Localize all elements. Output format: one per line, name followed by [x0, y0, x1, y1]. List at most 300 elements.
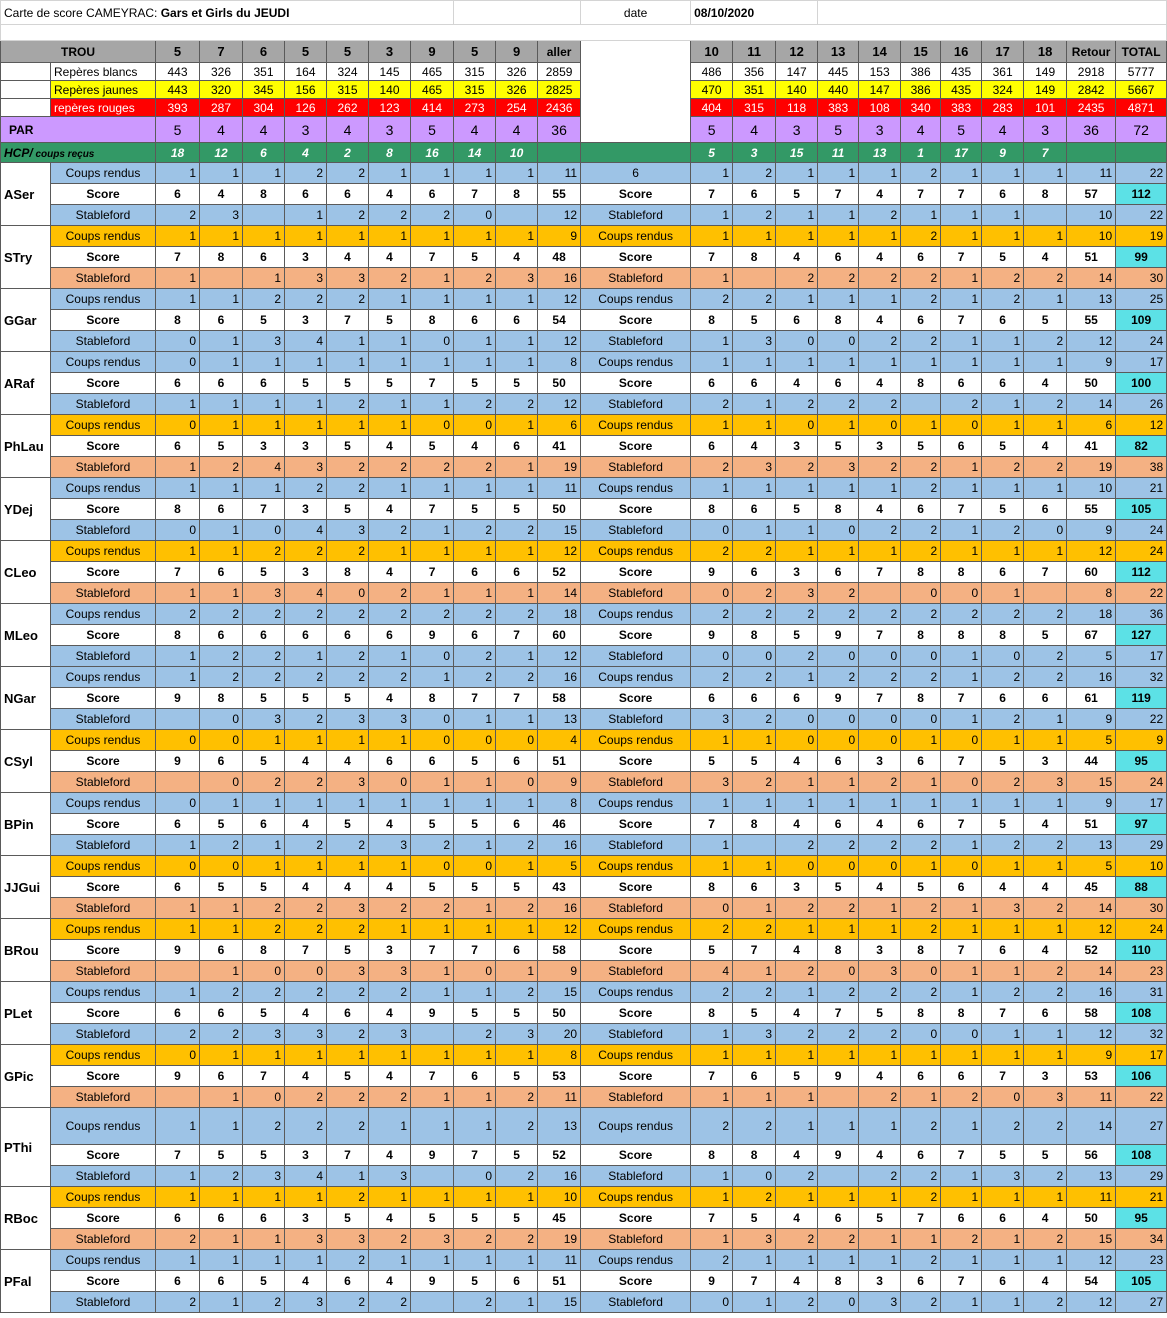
stableford-value[interactable]: 2	[776, 835, 818, 856]
coups-value[interactable]: 1	[200, 919, 243, 940]
stableford-value[interactable]: 3	[369, 835, 411, 856]
score-value[interactable]: 4	[369, 436, 411, 457]
coups-value[interactable]: 1	[982, 793, 1024, 814]
hcp-value[interactable]: 12	[200, 143, 243, 163]
score-value[interactable]: 5	[327, 436, 369, 457]
score-value[interactable]: 6	[243, 625, 285, 646]
tee-label[interactable]: Repères jaunes	[51, 81, 156, 99]
stableford-value[interactable]: 1	[200, 583, 243, 604]
tee-distance[interactable]: 283	[982, 99, 1024, 117]
stableford-total[interactable]: 29	[1116, 1166, 1167, 1187]
stableford-value[interactable]: 0	[941, 583, 982, 604]
coups-value[interactable]: 2	[369, 667, 411, 688]
stableford-value[interactable]: 1	[411, 394, 454, 415]
score-value[interactable]: 5	[243, 562, 285, 583]
stableford-value[interactable]: 4	[285, 520, 327, 541]
score-value[interactable]: 7	[818, 1003, 859, 1024]
hcp-value[interactable]: 11	[818, 143, 859, 163]
coups-value[interactable]: 1	[776, 226, 818, 247]
par-value[interactable]: 5	[156, 117, 200, 143]
coups-value[interactable]: 1	[369, 1187, 411, 1208]
coups-value[interactable]: 1	[859, 226, 901, 247]
stableford-value[interactable]: 2	[285, 709, 327, 730]
row-label-score[interactable]: Score	[581, 499, 691, 520]
stableford-total[interactable]: 22	[1116, 205, 1167, 226]
row-label-score[interactable]: Score	[51, 184, 156, 205]
score-value[interactable]: 7	[941, 247, 982, 268]
coups-value[interactable]: 1	[285, 1045, 327, 1066]
coups-aller[interactable]: 15	[538, 982, 581, 1003]
coups-value[interactable]: 2	[901, 919, 941, 940]
stableford-value[interactable]: 3	[859, 1292, 901, 1313]
stableford-value[interactable]: 4	[285, 583, 327, 604]
stableford-value[interactable]: 2	[1024, 898, 1067, 919]
score-value[interactable]: 5	[200, 814, 243, 835]
coups-value[interactable]: 1	[859, 163, 901, 184]
score-value[interactable]: 7	[941, 184, 982, 205]
coups-value[interactable]: 2	[327, 289, 369, 310]
row-label-score[interactable]: Score	[581, 1066, 691, 1087]
row-label-stableford[interactable]: Stableford	[581, 709, 691, 730]
coups-total[interactable]: 25	[1116, 289, 1167, 310]
coups-value[interactable]: 1	[1024, 856, 1067, 877]
score-value[interactable]: 5	[982, 436, 1024, 457]
coups-value[interactable]: 1	[1024, 919, 1067, 940]
coups-value[interactable]: 1	[818, 1108, 859, 1145]
score-value[interactable]: 5	[327, 373, 369, 394]
coups-value[interactable]: 1	[156, 226, 200, 247]
coups-value[interactable]: 2	[243, 541, 285, 562]
row-label-stableford[interactable]: Stableford	[51, 709, 156, 730]
score-value[interactable]: 5	[327, 688, 369, 709]
stableford-value[interactable]: 2	[454, 1229, 496, 1250]
score-value[interactable]: 8	[327, 562, 369, 583]
coups-value[interactable]: 1	[369, 478, 411, 499]
coups-value[interactable]: 1	[200, 541, 243, 562]
coups-value[interactable]: 2	[327, 541, 369, 562]
stableford-value[interactable]: 0	[818, 646, 859, 667]
coups-value[interactable]: 0	[859, 415, 901, 436]
tee-distance[interactable]: 320	[200, 81, 243, 99]
coups-value[interactable]: 2	[901, 478, 941, 499]
score-total[interactable]: 105	[1116, 1271, 1167, 1292]
score-value[interactable]: 6	[901, 814, 941, 835]
score-retour[interactable]: 50	[1067, 1208, 1116, 1229]
coups-value[interactable]: 1	[776, 1250, 818, 1271]
score-value[interactable]: 4	[285, 814, 327, 835]
stableford-value[interactable]: 1	[901, 1229, 941, 1250]
score-value[interactable]: 5	[369, 373, 411, 394]
coups-value[interactable]: 1	[411, 1250, 454, 1271]
coups-value[interactable]: 1	[369, 163, 411, 184]
stableford-aller[interactable]: 16	[538, 835, 581, 856]
coups-value[interactable]: 1	[691, 478, 733, 499]
score-value[interactable]: 7	[411, 247, 454, 268]
coups-value[interactable]: 1	[156, 1108, 200, 1145]
stableford-value[interactable]: 2	[200, 1024, 243, 1045]
stableford-value[interactable]: 3	[285, 1292, 327, 1313]
stableford-value[interactable]: 0	[243, 1087, 285, 1108]
coups-total[interactable]: 12	[1116, 415, 1167, 436]
par-value[interactable]: 4	[327, 117, 369, 143]
tee-distance[interactable]: 356	[733, 63, 776, 81]
stableford-value[interactable]: 2	[327, 1292, 369, 1313]
score-value[interactable]: 9	[411, 625, 454, 646]
coups-value[interactable]: 2	[691, 1108, 733, 1145]
coups-value[interactable]: 1	[859, 352, 901, 373]
row-label-score[interactable]: Score	[581, 877, 691, 898]
score-value[interactable]: 6	[156, 373, 200, 394]
coups-value[interactable]: 1	[982, 919, 1024, 940]
hole-number[interactable]: 5	[454, 41, 496, 63]
stableford-value[interactable]: 3	[733, 457, 776, 478]
stableford-aller[interactable]: 12	[538, 646, 581, 667]
coups-value[interactable]: 2	[901, 1187, 941, 1208]
tee-distance[interactable]: 147	[776, 63, 818, 81]
row-label-score[interactable]: Score	[581, 625, 691, 646]
coups-aller[interactable]: 4	[538, 730, 581, 751]
tee-distance[interactable]: 149	[1024, 63, 1067, 81]
score-value[interactable]: 3	[285, 499, 327, 520]
coups-aller[interactable]: 12	[538, 919, 581, 940]
stableford-value[interactable]: 1	[200, 961, 243, 982]
score-value[interactable]: 5	[454, 499, 496, 520]
coups-value[interactable]: 2	[327, 982, 369, 1003]
row-label-stableford[interactable]: Stableford	[51, 205, 156, 226]
tee-distance[interactable]: 315	[327, 81, 369, 99]
coups-value[interactable]: 2	[901, 541, 941, 562]
tee-distance[interactable]: 470	[691, 81, 733, 99]
stableford-value[interactable]: 1	[496, 457, 538, 478]
score-total[interactable]: 112	[1116, 184, 1167, 205]
coups-retour[interactable]: 16	[1067, 667, 1116, 688]
score-value[interactable]: 7	[411, 499, 454, 520]
stableford-total[interactable]: 24	[1116, 520, 1167, 541]
score-value[interactable]: 9	[818, 1145, 859, 1166]
score-value[interactable]: 4	[776, 1208, 818, 1229]
tee-total[interactable]: 5667	[1116, 81, 1167, 99]
coups-value[interactable]: 2	[1024, 982, 1067, 1003]
score-retour[interactable]: 50	[1067, 373, 1116, 394]
row-label-stableford[interactable]: Stableford	[581, 1292, 691, 1313]
stableford-retour[interactable]: 11	[1067, 1087, 1116, 1108]
coups-value[interactable]: 2	[369, 604, 411, 625]
stableford-value[interactable]: 2	[691, 394, 733, 415]
stableford-value[interactable]: 1	[200, 1087, 243, 1108]
score-value[interactable]: 6	[454, 562, 496, 583]
stableford-value[interactable]: 3	[982, 898, 1024, 919]
score-value[interactable]: 6	[982, 373, 1024, 394]
blank[interactable]	[818, 1, 1167, 25]
hole-number[interactable]: 14	[859, 41, 901, 63]
stableford-value[interactable]	[156, 1087, 200, 1108]
stableford-total[interactable]: 34	[1116, 1229, 1167, 1250]
stableford-value[interactable]: 0	[859, 709, 901, 730]
row-label-score[interactable]: Score	[51, 1271, 156, 1292]
stableford-value[interactable]: 1	[411, 961, 454, 982]
score-total[interactable]: 109	[1116, 310, 1167, 331]
score-retour[interactable]: 53	[1067, 1066, 1116, 1087]
score-value[interactable]: 6	[1024, 1003, 1067, 1024]
coups-value[interactable]: 2	[818, 604, 859, 625]
score-value[interactable]: 6	[733, 1066, 776, 1087]
stableford-value[interactable]: 2	[859, 1024, 901, 1045]
score-value[interactable]: 4	[200, 184, 243, 205]
stableford-value[interactable]: 1	[454, 709, 496, 730]
tee-distance[interactable]: 126	[285, 99, 327, 117]
score-value[interactable]: 4	[859, 247, 901, 268]
score-value[interactable]: 5	[776, 184, 818, 205]
coups-value[interactable]: 1	[901, 730, 941, 751]
stableford-value[interactable]: 1	[369, 394, 411, 415]
stableford-value[interactable]: 3	[733, 1024, 776, 1045]
coups-value[interactable]: 0	[156, 415, 200, 436]
row-label-coups[interactable]: Coups rendus	[581, 352, 691, 373]
score-value[interactable]: 6	[691, 436, 733, 457]
score-value[interactable]: 5	[454, 247, 496, 268]
score-value[interactable]: 6	[776, 688, 818, 709]
coups-back-label[interactable]: 6	[581, 163, 691, 184]
hcp-value[interactable]: 4	[285, 143, 327, 163]
stableford-value[interactable]: 0	[200, 709, 243, 730]
row-label-coups[interactable]: Coups rendus	[581, 793, 691, 814]
score-value[interactable]: 7	[941, 940, 982, 961]
score-value[interactable]: 8	[691, 499, 733, 520]
score-value[interactable]: 5	[859, 1208, 901, 1229]
coups-total[interactable]: 32	[1116, 667, 1167, 688]
par-value[interactable]: 3	[859, 117, 901, 143]
stableford-value[interactable]: 1	[691, 1166, 733, 1187]
coups-value[interactable]: 2	[285, 289, 327, 310]
score-value[interactable]: 6	[901, 1271, 941, 1292]
coups-value[interactable]: 2	[691, 1250, 733, 1271]
coups-aller[interactable]: 8	[538, 793, 581, 814]
score-value[interactable]: 6	[369, 625, 411, 646]
score-value[interactable]: 8	[691, 310, 733, 331]
stableford-value[interactable]	[859, 583, 901, 604]
score-total[interactable]: 110	[1116, 940, 1167, 961]
coups-value[interactable]: 1	[156, 982, 200, 1003]
stableford-value[interactable]: 3	[327, 520, 369, 541]
coups-value[interactable]: 1	[776, 352, 818, 373]
tee-distance[interactable]: 440	[818, 81, 859, 99]
coups-value[interactable]: 1	[369, 289, 411, 310]
stableford-value[interactable]: 2	[369, 457, 411, 478]
stableford-value[interactable]: 2	[411, 898, 454, 919]
score-value[interactable]: 5	[496, 877, 538, 898]
coups-value[interactable]: 1	[411, 226, 454, 247]
stableford-value[interactable]	[411, 1292, 454, 1313]
coups-value[interactable]: 2	[200, 604, 243, 625]
coups-value[interactable]: 2	[901, 604, 941, 625]
score-value[interactable]: 3	[243, 436, 285, 457]
score-value[interactable]: 5	[1024, 1145, 1067, 1166]
score-value[interactable]: 5	[496, 1066, 538, 1087]
tee-distance[interactable]: 351	[733, 81, 776, 99]
score-value[interactable]: 6	[200, 940, 243, 961]
coups-value[interactable]: 1	[156, 289, 200, 310]
coups-value[interactable]: 0	[454, 856, 496, 877]
stableford-value[interactable]: 2	[859, 772, 901, 793]
stableford-value[interactable]: 1	[941, 709, 982, 730]
coups-value[interactable]: 1	[1024, 1045, 1067, 1066]
stableford-value[interactable]: 2	[859, 520, 901, 541]
score-value[interactable]: 5	[818, 436, 859, 457]
tee-distance[interactable]: 326	[496, 63, 538, 81]
score-value[interactable]: 5	[243, 1145, 285, 1166]
stableford-value[interactable]: 3	[691, 772, 733, 793]
hcp-value[interactable]: 9	[982, 143, 1024, 163]
par-value[interactable]: 4	[496, 117, 538, 143]
player-name[interactable]: NGar	[1, 667, 51, 730]
score-aller[interactable]: 45	[538, 1208, 581, 1229]
score-value[interactable]: 4	[982, 877, 1024, 898]
score-value[interactable]: 6	[982, 688, 1024, 709]
score-value[interactable]: 9	[818, 1066, 859, 1087]
score-value[interactable]: 3	[1024, 751, 1067, 772]
tee-distance[interactable]: 153	[859, 63, 901, 81]
score-value[interactable]: 3	[285, 1208, 327, 1229]
coups-value[interactable]: 2	[285, 163, 327, 184]
coups-value[interactable]: 0	[859, 856, 901, 877]
row-label-stableford[interactable]: Stableford	[581, 646, 691, 667]
row-label-stableford[interactable]: Stableford	[51, 1087, 156, 1108]
coups-value[interactable]: 1	[200, 1045, 243, 1066]
tee-distance[interactable]: 386	[901, 81, 941, 99]
score-value[interactable]: 8	[200, 247, 243, 268]
score-value[interactable]: 4	[369, 1208, 411, 1229]
score-value[interactable]: 6	[733, 688, 776, 709]
coups-value[interactable]: 0	[941, 730, 982, 751]
stableford-value[interactable]: 0	[818, 961, 859, 982]
score-value[interactable]: 9	[691, 625, 733, 646]
stableford-value[interactable]: 1	[369, 331, 411, 352]
score-value[interactable]: 6	[496, 940, 538, 961]
score-value[interactable]: 5	[901, 877, 941, 898]
tee-distance[interactable]: 445	[818, 63, 859, 81]
score-total[interactable]: 88	[1116, 877, 1167, 898]
stableford-value[interactable]: 0	[691, 646, 733, 667]
score-value[interactable]: 5	[454, 1003, 496, 1024]
score-value[interactable]: 9	[156, 751, 200, 772]
coups-value[interactable]: 2	[901, 163, 941, 184]
stableford-value[interactable]: 2	[496, 898, 538, 919]
coups-value[interactable]: 0	[454, 730, 496, 751]
stableford-value[interactable]: 2	[776, 961, 818, 982]
coups-value[interactable]: 1	[454, 1187, 496, 1208]
stableford-value[interactable]: 0	[733, 646, 776, 667]
coups-value[interactable]: 2	[982, 982, 1024, 1003]
stableford-value[interactable]: 1	[941, 520, 982, 541]
coups-value[interactable]: 1	[369, 919, 411, 940]
score-value[interactable]: 6	[818, 373, 859, 394]
stableford-value[interactable]: 0	[941, 1024, 982, 1045]
blank[interactable]	[538, 143, 581, 163]
score-value[interactable]: 5	[454, 1271, 496, 1292]
stableford-value[interactable]: 2	[901, 331, 941, 352]
score-value[interactable]: 8	[733, 1145, 776, 1166]
score-value[interactable]: 6	[496, 751, 538, 772]
coups-value[interactable]: 1	[941, 1250, 982, 1271]
stableford-value[interactable]: 2	[776, 268, 818, 289]
score-value[interactable]: 6	[200, 1066, 243, 1087]
score-total[interactable]: 119	[1116, 688, 1167, 709]
stableford-value[interactable]: 2	[156, 1292, 200, 1313]
stableford-value[interactable]: 1	[776, 520, 818, 541]
coups-value[interactable]: 1	[941, 352, 982, 373]
score-value[interactable]: 6	[691, 373, 733, 394]
coups-value[interactable]: 1	[454, 289, 496, 310]
stableford-value[interactable]: 3	[369, 709, 411, 730]
coups-value[interactable]: 0	[776, 856, 818, 877]
stableford-value[interactable]: 1	[859, 1229, 901, 1250]
coups-value[interactable]: 1	[243, 478, 285, 499]
stableford-value[interactable]: 2	[941, 1229, 982, 1250]
coups-value[interactable]: 1	[369, 1250, 411, 1271]
stableford-value[interactable]: 2	[156, 1024, 200, 1045]
tee-distance[interactable]: 324	[327, 63, 369, 81]
score-aller[interactable]: 41	[538, 436, 581, 457]
score-value[interactable]: 7	[691, 814, 733, 835]
stableford-value[interactable]: 2	[1024, 1166, 1067, 1187]
row-label-coups[interactable]: Coups rendus	[51, 1250, 156, 1271]
stableford-value[interactable]: 1	[691, 205, 733, 226]
score-total[interactable]: 95	[1116, 751, 1167, 772]
score-value[interactable]: 6	[454, 310, 496, 331]
coups-total[interactable]: 24	[1116, 919, 1167, 940]
player-name[interactable]: BPin	[1, 793, 51, 856]
stableford-value[interactable]: 3	[243, 331, 285, 352]
stableford-value[interactable]	[411, 1024, 454, 1045]
tee-total[interactable]: 5777	[1116, 63, 1167, 81]
score-value[interactable]: 5	[285, 688, 327, 709]
stableford-value[interactable]: 0	[1024, 520, 1067, 541]
stableford-value[interactable]: 1	[982, 961, 1024, 982]
coups-value[interactable]: 2	[733, 541, 776, 562]
coups-value[interactable]: 2	[243, 919, 285, 940]
stableford-value[interactable]: 2	[901, 898, 941, 919]
score-value[interactable]: 7	[691, 1066, 733, 1087]
coups-retour[interactable]: 16	[1067, 982, 1116, 1003]
coups-value[interactable]: 1	[285, 1250, 327, 1271]
score-value[interactable]: 5	[1024, 310, 1067, 331]
stableford-total[interactable]: 22	[1116, 1087, 1167, 1108]
score-value[interactable]: 6	[496, 1271, 538, 1292]
score-aller[interactable]: 58	[538, 940, 581, 961]
tee-distance[interactable]: 156	[285, 81, 327, 99]
score-value[interactable]: 5	[1024, 625, 1067, 646]
stableford-value[interactable]: 2	[859, 1166, 901, 1187]
score-value[interactable]: 6	[156, 877, 200, 898]
coups-value[interactable]: 2	[243, 289, 285, 310]
stableford-value[interactable]: 1	[496, 1292, 538, 1313]
score-value[interactable]: 4	[776, 751, 818, 772]
stableford-value[interactable]: 2	[243, 646, 285, 667]
stableford-value[interactable]: 0	[156, 331, 200, 352]
par-value[interactable]: 5	[941, 117, 982, 143]
player-name[interactable]: BRou	[1, 919, 51, 982]
coups-value[interactable]: 2	[901, 667, 941, 688]
coups-value[interactable]: 1	[454, 1108, 496, 1145]
score-value[interactable]: 5	[901, 436, 941, 457]
stableford-retour[interactable]: 15	[1067, 772, 1116, 793]
stableford-value[interactable]: 0	[901, 961, 941, 982]
coups-value[interactable]: 1	[454, 478, 496, 499]
coups-value[interactable]: 1	[982, 478, 1024, 499]
coups-value[interactable]: 1	[369, 1108, 411, 1145]
score-value[interactable]: 9	[691, 1271, 733, 1292]
coups-value[interactable]: 1	[285, 793, 327, 814]
